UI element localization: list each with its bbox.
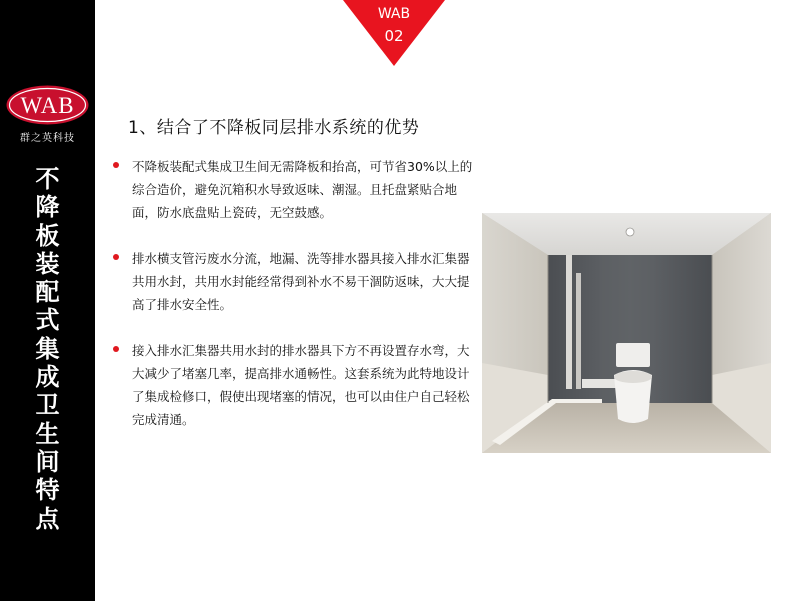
logo-text: WAB bbox=[20, 93, 75, 118]
vertical-title-char: 不 bbox=[35, 165, 60, 193]
section-heading: 1、结合了不降板同层排水系统的优势 bbox=[128, 118, 420, 138]
company-name: 群之英科技 bbox=[20, 133, 75, 144]
badge-number: 02 bbox=[384, 27, 404, 45]
vertical-title-char: 点 bbox=[35, 504, 60, 533]
vertical-title-char: 式 bbox=[35, 306, 60, 335]
wab-logo bbox=[6, 85, 89, 125]
vertical-title bbox=[0, 165, 95, 533]
bathroom-photo bbox=[482, 213, 771, 453]
bullet-text: 排水横支管污废水分流，地漏、洗等排水器具接入排水汇集器共用水封，共用水封能经常得到补水不易干涸防返味，大大提高了排水安全性。 bbox=[132, 251, 470, 312]
vertical-title-char: 板 bbox=[35, 221, 60, 250]
bullet-item bbox=[112, 339, 477, 431]
bullet-text: 不降板装配式集成卫生间无需降板和抬高，可节省30%以上的综合造价，避免沉箱积水导致返味、潮湿。且托盘紧贴合地面，防水底盘贴上瓷砖，无空鼓感。 bbox=[132, 159, 473, 220]
vertical-title-char: 配 bbox=[35, 278, 60, 307]
badge-label: WAB bbox=[377, 6, 411, 22]
bullet-list bbox=[112, 155, 477, 431]
bullet-dot-icon bbox=[113, 162, 119, 168]
bullet-item bbox=[112, 247, 477, 316]
bullet-dot-icon bbox=[113, 346, 119, 352]
bullet-text: 接入排水汇集器共用水封的排水器具下方不再设置存水弯，大大减少了堵塞几率，提高排水通畅性。这套系统为此特地设计了集成检修口，假使出现堵塞的情况，也可以由住户自己轻松完成清通。 bbox=[132, 343, 470, 427]
vertical-title-char: 生 bbox=[35, 419, 60, 448]
vertical-title-char: 集 bbox=[35, 334, 60, 363]
vertical-title-char: 卫 bbox=[35, 391, 60, 420]
bullet-dot-icon bbox=[113, 254, 119, 260]
page-badge bbox=[343, 6, 445, 45]
vertical-title-char: 间 bbox=[35, 447, 60, 476]
vertical-title-char: 降 bbox=[35, 193, 60, 222]
vertical-title-char: 成 bbox=[35, 363, 60, 392]
sidebar bbox=[0, 0, 95, 601]
bullet-item bbox=[112, 155, 477, 224]
vertical-title-char: 特 bbox=[35, 476, 60, 505]
vertical-title-char: 装 bbox=[35, 249, 60, 278]
